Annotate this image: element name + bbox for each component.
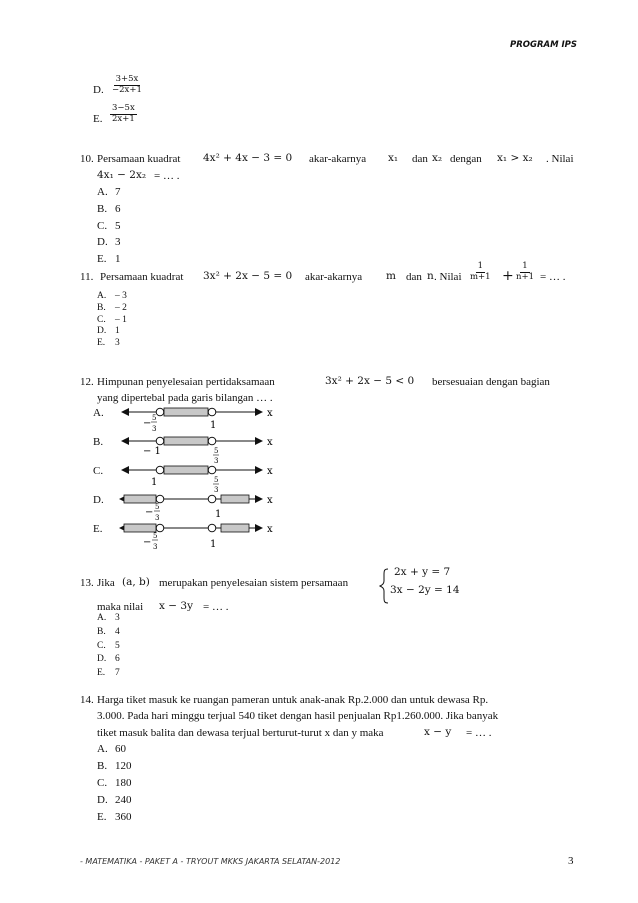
- page-number: 3: [568, 855, 574, 867]
- q11-option-label: D.: [97, 326, 107, 337]
- q12-c-axis: x: [267, 466, 273, 477]
- q14-option-label: E.: [97, 811, 107, 823]
- q13-option-label: A.: [97, 613, 107, 623]
- q9-d-numerator: 3+5x: [115, 74, 139, 84]
- q14-line1: Harga tiket masuk ke ruangan pameran untuk anak-anak Rp.2.000 dan untuk dewasa Rp.: [97, 694, 489, 706]
- q12-c-right-num: 5: [214, 476, 219, 484]
- q11-option-value: – 2: [115, 302, 127, 313]
- q10-dan: dan: [412, 153, 428, 165]
- q12-a-right-point: [208, 408, 216, 416]
- q12-a-left-den: 3: [152, 425, 157, 433]
- q14-line2: 3.000. Pada hari minggu terjual 540 tiket dengan hasil penjualan Rp1.260.000. Jika banyak: [97, 710, 499, 722]
- q11-option-value: 1: [115, 326, 120, 337]
- q11-number: 11.: [80, 271, 94, 283]
- q13-stem-a: Jika: [97, 577, 115, 589]
- q12-c-left-point: [156, 466, 164, 474]
- q12-d-right-point: [208, 495, 216, 503]
- q10-option-value: 1: [115, 253, 121, 266]
- q10-option-label: D.: [97, 236, 108, 249]
- q10-number: 10.: [80, 153, 94, 165]
- program-header: PROGRAM IPS: [510, 40, 578, 50]
- q9-d-denominator: −2x+1: [112, 84, 142, 95]
- q13-equation-2: 3x − 2y = 14: [390, 584, 460, 596]
- q12-c-right-den: 3: [214, 486, 219, 494]
- q10-dengan: dengan: [450, 153, 482, 165]
- q10-option-label: A.: [97, 186, 108, 198]
- q14-option-label: B.: [97, 760, 108, 772]
- q11-option-label: B.: [97, 302, 106, 313]
- q13-option-label: B.: [97, 626, 106, 637]
- q14-option-value: 360: [115, 811, 132, 823]
- q12-line-a: [122, 408, 273, 433]
- q12-d-left-sign: −: [145, 507, 154, 518]
- q12-line1-b: bersesuaian dengan bagian: [432, 376, 550, 388]
- q12-c-left-value: 1: [151, 477, 158, 488]
- q11-option-label: C.: [97, 314, 106, 325]
- q10-option-label: B.: [97, 202, 108, 215]
- q12-b-left-point: [156, 437, 164, 445]
- q11-option-value: – 3: [115, 291, 127, 301]
- q12-a-left-num: 5: [152, 414, 157, 422]
- q11-frac2-denominator: n+1: [516, 271, 535, 282]
- q12-e-right-point: [208, 524, 216, 532]
- q12-d-shaded-right: [221, 495, 249, 503]
- q13-option-value: 4: [115, 626, 120, 637]
- q9-option-d-label: D.: [93, 84, 104, 96]
- q10-expression: 4x₁ − 2x₂: [97, 169, 147, 181]
- q11-nilai: . Nilai: [434, 271, 462, 283]
- q12-d-shaded-left: [124, 495, 156, 503]
- q13-number: 13.: [80, 577, 94, 589]
- q13-line2-b: = … .: [203, 601, 229, 613]
- q12-b-axis: x: [267, 437, 273, 448]
- q12-b-right-den: 3: [214, 457, 219, 465]
- q14-option-label: A.: [97, 743, 108, 755]
- q12-d-axis: x: [267, 495, 273, 506]
- q14-option-value: 120: [115, 760, 132, 772]
- q13-equation-1: 2x + y = 7: [394, 566, 451, 578]
- q12-option-d-label: D.: [93, 494, 104, 506]
- q12-e-left-den: 3: [153, 543, 158, 551]
- q14-line3-a: tiket masuk balita dan dewasa terjual berturut-turut x dan y maka: [97, 727, 384, 739]
- q13-option-value: 6: [115, 654, 120, 665]
- q13-expression: x − 3y: [159, 600, 194, 612]
- q11-option-value: – 1: [115, 314, 127, 325]
- q10-nilai: . Nilai: [546, 153, 574, 165]
- q12-a-left-sign: −: [143, 418, 152, 429]
- q10-option-label: C.: [97, 219, 108, 232]
- q13-option-label: C.: [97, 640, 106, 651]
- q11-n: n: [427, 270, 434, 282]
- q10-x2: x₂: [432, 152, 443, 164]
- q12-d-left-den: 3: [155, 514, 160, 522]
- q12-e-axis: x: [267, 524, 273, 535]
- q12-e-right-value: 1: [210, 539, 217, 550]
- q10-condition: x₁ > x₂: [497, 152, 533, 164]
- q11-m: m: [386, 270, 396, 282]
- q12-line-e: [120, 524, 273, 551]
- q14-option-value: 60: [115, 743, 126, 755]
- q11-frac1-numerator: 1: [477, 261, 483, 271]
- q12-d-right-value: 1: [215, 509, 222, 520]
- q13-option-value: 3: [115, 613, 120, 623]
- footer-text: - MATEMATIKA - PAKET A - TRYOUT MKKS JAKARTA SELATAN-2012: [80, 857, 341, 866]
- q12-line-b: [122, 437, 273, 465]
- q14-option-label: D.: [97, 794, 108, 806]
- q11-frac2-numerator: 1: [522, 261, 528, 271]
- q12-a-shaded-segment: [164, 408, 208, 416]
- q12-line-c: [122, 466, 273, 494]
- q12-e-left-point: [156, 524, 164, 532]
- q12-option-e-label: E.: [93, 523, 103, 535]
- q12-b-left-value: − 1: [143, 446, 161, 457]
- q14-option-value: 180: [115, 777, 132, 789]
- q10-stem-a: Persamaan kuadrat: [97, 153, 181, 165]
- q10-option-value: 6: [115, 202, 121, 215]
- q9-e-denominator: 2x+1: [112, 113, 135, 124]
- q12-line-d: [120, 495, 273, 522]
- q13-stem-b: merupakan penyelesaian sistem persamaan: [159, 577, 349, 589]
- q11-tail: = … .: [540, 271, 566, 283]
- q11-frac1-denominator: m+1: [470, 271, 491, 282]
- q11-plus: +: [502, 268, 514, 284]
- q12-e-left-num: 5: [153, 532, 158, 540]
- q11-stem-b: akar-akarnya: [305, 271, 363, 283]
- q13-option-value: 7: [115, 668, 120, 679]
- q12-c-right-point: [208, 466, 216, 474]
- q12-e-shaded-left: [124, 524, 156, 532]
- q11-equation: 3x² + 2x − 5 = 0: [203, 270, 293, 282]
- q10-option-value: 3: [115, 236, 121, 249]
- q13-system-brace: [380, 569, 388, 603]
- q10-option-value: 5: [115, 219, 121, 232]
- q10-stem-b: akar-akarnya: [309, 153, 367, 165]
- q12-a-left-point: [156, 408, 164, 416]
- q12-inequality: 3x² + 2x − 5 < 0: [325, 375, 415, 387]
- q12-d-left-num: 5: [155, 503, 160, 511]
- q12-e-left-sign: −: [143, 537, 152, 548]
- q10-option-value: 7: [115, 186, 121, 198]
- q12-line1-a: Himpunan penyelesaian pertidaksamaan: [97, 376, 275, 388]
- q12-number: 12.: [80, 376, 94, 388]
- q14-line3-b: = … .: [466, 727, 492, 739]
- q11-dan: dan: [406, 271, 422, 283]
- q12-option-c-label: C.: [93, 465, 104, 477]
- q12-d-left-point: [156, 495, 164, 503]
- q12-e-shaded-right: [221, 524, 249, 532]
- q12-b-right-point: [208, 437, 216, 445]
- q12-a-axis: x: [267, 408, 273, 419]
- q14-number: 14.: [80, 694, 94, 706]
- q10-expression-tail: = … .: [154, 170, 180, 182]
- q13-option-value: 5: [115, 640, 120, 651]
- q11-option-value: 3: [115, 338, 120, 349]
- q10-x1: x₁: [388, 152, 399, 164]
- q13-option-label: D.: [97, 654, 107, 665]
- q12-option-a-label: A.: [93, 407, 104, 419]
- q14-option-label: C.: [97, 777, 108, 789]
- q12-line2: yang dipertebal pada garis bilangan … .: [97, 392, 273, 404]
- q11-stem-a: Persamaan kuadrat: [100, 271, 184, 283]
- q12-b-right-num: 5: [214, 447, 219, 455]
- q10-equation: 4x² + 4x − 3 = 0: [203, 152, 293, 164]
- q13-line2-a: maka nilai: [97, 601, 144, 613]
- q12-option-b-label: B.: [93, 436, 104, 448]
- q13-option-label: E.: [97, 668, 106, 679]
- q12-b-shaded-segment: [164, 437, 208, 445]
- q12-a-right-value: 1: [210, 420, 217, 431]
- q12-c-shaded-segment: [164, 466, 208, 474]
- q14-option-value: 240: [115, 794, 132, 806]
- q13-pair: (a, b): [122, 576, 150, 588]
- q9-e-numerator: 3−5x: [112, 103, 135, 113]
- q9-option-e-label: E.: [93, 113, 103, 125]
- q10-option-label: E.: [97, 253, 107, 266]
- q11-option-label: E.: [97, 338, 106, 349]
- q11-option-label: A.: [97, 291, 107, 301]
- q14-expression: x − y: [424, 726, 452, 738]
